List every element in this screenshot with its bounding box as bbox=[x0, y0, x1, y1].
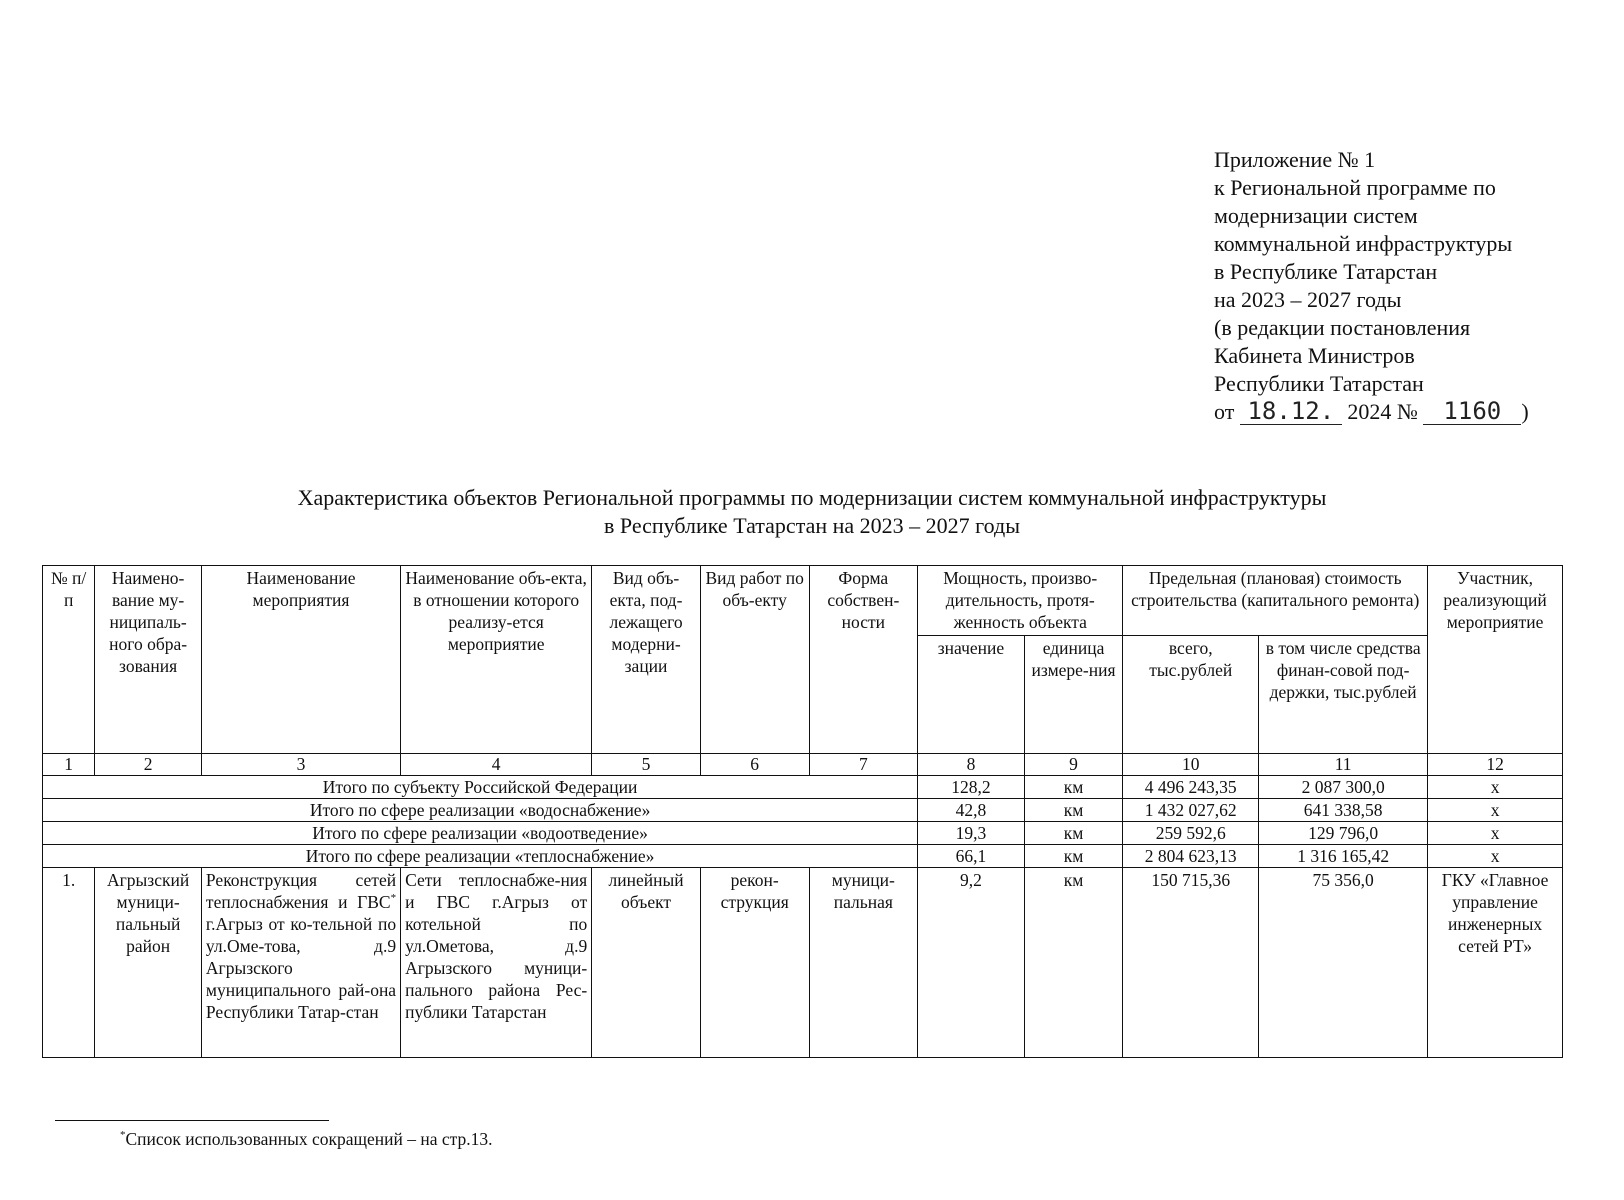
total-value: 66,1 bbox=[918, 845, 1025, 868]
row-measure-text-a: Реконструкция сетей теплоснабжения и ГВС bbox=[205, 870, 397, 912]
header-support: в том числе средства финан-совой под-держки, тыс.рублей bbox=[1259, 636, 1428, 754]
row-participant: ГКУ «Главное управление инженерных сетей РТ» bbox=[1428, 868, 1563, 1058]
total-participant: x bbox=[1428, 845, 1563, 868]
column-number: 2 bbox=[95, 754, 202, 776]
footnote-mark-icon: * bbox=[120, 1129, 126, 1142]
header-object: Наименование объ-екта, в отношении которого реализу-ется мероприятие bbox=[401, 566, 592, 754]
row-measure-text-b: г.Агрыз от ко-тельной по ул.Оме-това, д.9 Агрызского муниципального рай-она Республики Татар-стан bbox=[205, 914, 397, 1022]
row-ownership: муници-пальная bbox=[809, 868, 918, 1058]
total-cost: 4 496 243,35 bbox=[1123, 776, 1259, 799]
total-support: 129 796,0 bbox=[1259, 822, 1428, 845]
total-row-sewerage bbox=[43, 822, 1563, 845]
total-participant: x bbox=[1428, 776, 1563, 799]
handwritten-date: 18.12. bbox=[1240, 398, 1342, 425]
appendix-line: модернизации систем bbox=[1214, 203, 1418, 228]
total-label: Итого по сфере реализации «водоснабжение» bbox=[43, 799, 918, 822]
column-number: 8 bbox=[918, 754, 1025, 776]
footnote bbox=[120, 1128, 493, 1150]
total-unit: км bbox=[1024, 799, 1123, 822]
header-capacity: Мощность, произво-дительность, протя-женность объекта bbox=[918, 566, 1123, 636]
row-work-type: рекон-струкция bbox=[700, 868, 809, 1058]
total-row-heat-supply bbox=[43, 845, 1563, 868]
closing-paren: ) bbox=[1521, 399, 1529, 424]
header-municipality: Наимено-вание му-ниципаль-ного обра-зования bbox=[95, 566, 202, 754]
footnote-divider bbox=[55, 1120, 329, 1121]
header-cost: Предельная (плановая) стоимость строительства (капитального ремонта) bbox=[1123, 566, 1428, 636]
appendix-header bbox=[1214, 146, 1594, 426]
column-number: 11 bbox=[1259, 754, 1428, 776]
column-number: 4 bbox=[401, 754, 592, 776]
row-unit: км bbox=[1024, 868, 1123, 1058]
document-title bbox=[0, 484, 1624, 540]
year-label: 2024 № bbox=[1347, 399, 1418, 424]
total-cost: 1 432 027,62 bbox=[1123, 799, 1259, 822]
header-object-type: Вид объ-екта, под-лежащего модерни-зации bbox=[592, 566, 701, 754]
total-support: 2 087 300,0 bbox=[1259, 776, 1428, 799]
total-unit: км bbox=[1024, 822, 1123, 845]
row-value: 9,2 bbox=[918, 868, 1025, 1058]
total-unit: км bbox=[1024, 776, 1123, 799]
header-ownership: Форма собствен-ности bbox=[809, 566, 918, 754]
row-object: Сети теплоснабже-ния и ГВС г.Агрыз от котельной по ул.Ометова, д.9 Агрызского муници-пального района Рес-публики Татарстан bbox=[401, 868, 592, 1058]
total-label: Итого по сфере реализации «водоотведение» bbox=[43, 822, 918, 845]
appendix-line: в Республике Татарстан bbox=[1214, 259, 1438, 284]
total-row-water-supply bbox=[43, 799, 1563, 822]
total-cost: 2 804 623,13 bbox=[1123, 845, 1259, 868]
header-unit: единица измере-ния bbox=[1024, 636, 1123, 754]
title-line-2: в Республике Татарстан на 2023 – 2027 годы bbox=[604, 513, 1020, 538]
appendix-date-line bbox=[1214, 398, 1594, 426]
total-label: Итого по субъекту Российской Федерации bbox=[43, 776, 918, 799]
row-municipality: Агрызский муници-пальный район bbox=[95, 868, 202, 1058]
appendix-line: Приложение № 1 bbox=[1214, 147, 1376, 172]
appendix-line: на 2023 – 2027 годы bbox=[1214, 287, 1402, 312]
total-participant: x bbox=[1428, 799, 1563, 822]
row-num: 1. bbox=[43, 868, 95, 1058]
header-value: значение bbox=[918, 636, 1025, 754]
appendix-line: коммунальной инфраструктуры bbox=[1214, 231, 1513, 256]
header-num: № п/п bbox=[43, 566, 95, 754]
appendix-line: Кабинета Министров bbox=[1214, 343, 1415, 368]
header-row-1 bbox=[43, 566, 1563, 636]
column-number: 6 bbox=[700, 754, 809, 776]
total-support: 1 316 165,42 bbox=[1259, 845, 1428, 868]
column-number: 10 bbox=[1123, 754, 1259, 776]
handwritten-number: 1160 bbox=[1423, 398, 1521, 425]
total-support: 641 338,58 bbox=[1259, 799, 1428, 822]
column-number: 9 bbox=[1024, 754, 1123, 776]
row-total: 150 715,36 bbox=[1123, 868, 1259, 1058]
appendix-line: Республики Татарстан bbox=[1214, 371, 1424, 396]
total-unit: км bbox=[1024, 845, 1123, 868]
objects-table bbox=[42, 565, 1563, 1058]
total-participant: x bbox=[1428, 822, 1563, 845]
appendix-line: (в редакции постановления bbox=[1214, 315, 1471, 340]
total-value: 128,2 bbox=[918, 776, 1025, 799]
row-object-type: линейный объект bbox=[592, 868, 701, 1058]
table-row bbox=[43, 868, 1563, 1058]
appendix-line: к Региональной программе по bbox=[1214, 175, 1496, 200]
column-number: 12 bbox=[1428, 754, 1563, 776]
total-value: 42,8 bbox=[918, 799, 1025, 822]
footnote-mark-icon: * bbox=[390, 892, 397, 905]
column-number: 7 bbox=[809, 754, 918, 776]
footnote-text: Список использованных сокращений – на стр.13. bbox=[125, 1129, 493, 1149]
title-line-1: Характеристика объектов Региональной программы по модернизации систем коммунальной инфраструктуры bbox=[297, 485, 1327, 510]
column-number: 3 bbox=[201, 754, 400, 776]
row-support: 75 356,0 bbox=[1259, 868, 1428, 1058]
column-number-row bbox=[43, 754, 1563, 776]
date-prefix: от bbox=[1214, 399, 1235, 424]
column-number: 5 bbox=[592, 754, 701, 776]
header-work-type: Вид работ по объ-екту bbox=[700, 566, 809, 754]
row-measure bbox=[201, 868, 400, 1058]
total-value: 19,3 bbox=[918, 822, 1025, 845]
column-number: 1 bbox=[43, 754, 95, 776]
header-total: всего, тыс.рублей bbox=[1123, 636, 1259, 754]
header-measure: Наименование мероприятия bbox=[201, 566, 400, 754]
total-row-federation bbox=[43, 776, 1563, 799]
total-cost: 259 592,6 bbox=[1123, 822, 1259, 845]
total-label: Итого по сфере реализации «теплоснабжение» bbox=[43, 845, 918, 868]
header-participant: Участник, реализующий мероприятие bbox=[1428, 566, 1563, 754]
